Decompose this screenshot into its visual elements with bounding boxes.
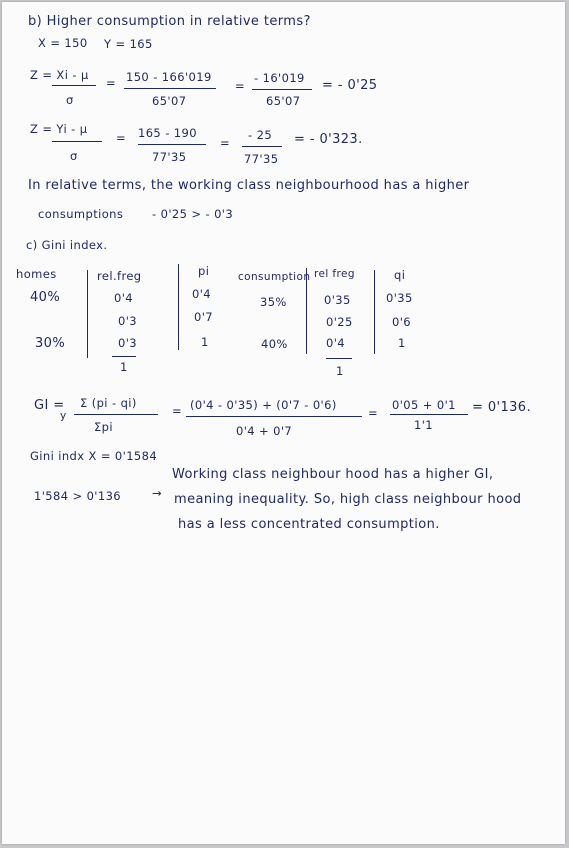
final-comparison: 1'584 > 0'136 (34, 489, 122, 503)
final-line-2: meaning inequality. So, high class neighbour hood (174, 492, 522, 507)
gini-equals-2: = (368, 406, 379, 420)
z2-fraction-bar (52, 141, 102, 142)
table-divider-2 (178, 264, 179, 350)
homes-cell: 30% (35, 336, 66, 351)
conclusion-line-1: In relative terms, the working class neighbourhood has a higher (28, 178, 470, 193)
rel-freq2-cell: 0'35 (324, 293, 351, 307)
z2-numerator: 165 - 190 (138, 126, 197, 140)
header-rel-freq: rel.freg (97, 269, 142, 283)
z1-equals2: = (235, 79, 246, 93)
z1-equals: = (106, 76, 117, 90)
header-rel-freq-2: rel freg (314, 268, 355, 280)
table-divider-4 (374, 270, 375, 354)
gini-bar-3 (390, 414, 468, 415)
z1-numerator2: - 16'019 (254, 71, 305, 85)
rel-freq-cell: 0'3 (118, 336, 137, 350)
gini-subscript: y (60, 410, 67, 422)
arrow-icon: → (152, 486, 163, 500)
gini-x-value: Gini indx X = 0'1584 (30, 449, 158, 463)
z1-sigma: σ (66, 93, 74, 107)
rel-freq-cell: 0'4 (114, 291, 133, 305)
table-divider-1 (87, 270, 88, 358)
pi-cell: 0'4 (192, 287, 211, 301)
z1-result: = - 0'25 (322, 78, 378, 93)
homes-cell: 40% (30, 290, 61, 305)
z2-equals2: = (220, 136, 231, 150)
gini-numerator-3: 0'05 + 0'1 (392, 398, 456, 412)
z2-sigma: σ (70, 149, 78, 163)
gini-denominator-2: 0'4 + 0'7 (236, 424, 293, 438)
rel-freq-total: 1 (120, 360, 128, 374)
rel-freq-cell: 0'3 (118, 314, 137, 328)
z1-numerator: 150 - 166'019 (126, 70, 212, 84)
z2-bar3 (242, 146, 282, 147)
z1-bar3 (252, 89, 312, 90)
gini-numerator-2: (0'4 - 0'35) + (0'7 - 0'6) (190, 398, 337, 412)
notebook-page (2, 2, 565, 844)
z2-denominator2: 77'35 (244, 152, 279, 166)
comparison-b: - 0'25 > - 0'3 (152, 207, 234, 221)
gini-denominator-3: 1'1 (414, 418, 433, 432)
gini-result: = 0'136. (472, 400, 532, 415)
z1-denominator2: 65'07 (266, 94, 301, 108)
qi-cell: 0'35 (386, 291, 413, 305)
consumption-cell: 35% (260, 295, 287, 309)
z2-result: = - 0'323. (294, 132, 363, 147)
final-line-1: Working class neighbour hood has a higher GI, (172, 467, 494, 482)
z1-fraction-bar (52, 85, 96, 86)
final-line-3: has a less concentrated consumption. (178, 517, 440, 532)
table-divider-3 (306, 268, 307, 354)
pi-cell: 0'7 (194, 310, 213, 324)
gini-bar-1 (74, 414, 158, 415)
header-qi: qi (394, 268, 406, 282)
rel-freq2-cell: 0'25 (326, 315, 353, 329)
z2-lhs: Z = Yi - μ (30, 122, 88, 136)
qi-cell: 0'6 (392, 315, 411, 329)
part-c-heading: c) Gini index. (26, 238, 108, 252)
qi-cell: 1 (398, 336, 406, 350)
gini-equals: = (172, 404, 183, 418)
gini-bar-2 (186, 416, 362, 417)
pi-cell: 1 (201, 335, 209, 349)
rel-freq2-cell: 0'4 (326, 336, 345, 350)
y-value: Y = 165 (104, 37, 153, 51)
z1-bar2 (124, 88, 216, 89)
z2-denominator: 77'35 (152, 150, 187, 164)
rel-freq-sum-bar (112, 356, 136, 357)
rel-freq2-sum-bar (326, 358, 352, 359)
x-value: X = 150 (38, 36, 88, 50)
header-consumption: consumption (238, 271, 311, 283)
z2-equals: = (116, 131, 127, 145)
gini-denominator: Σpi (94, 420, 113, 434)
z2-bar2 (138, 144, 206, 145)
z2-numerator2: - 25 (248, 128, 273, 142)
gini-numerator: Σ (pi - qi) (80, 396, 137, 410)
header-pi: pi (198, 264, 210, 278)
gini-lhs: GI = (34, 398, 65, 413)
conclusion-line-2: consumptions (38, 207, 124, 221)
header-homes: homes (16, 267, 57, 281)
consumption-cell: 40% (261, 337, 288, 351)
part-b-heading: b) Higher consumption in relative terms? (28, 14, 311, 29)
rel-freq2-total: 1 (336, 364, 344, 378)
z1-denominator: 65'07 (152, 94, 187, 108)
z1-lhs: Z = Xi - μ (30, 68, 89, 82)
